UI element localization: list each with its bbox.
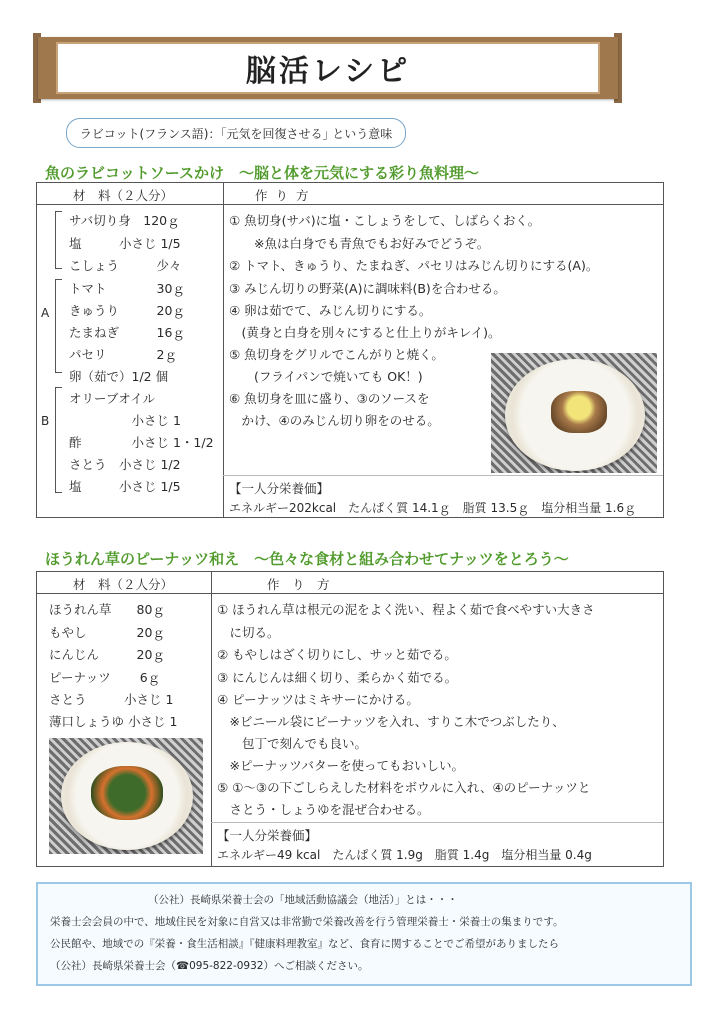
recipe2-step: ※ピーナッツバターを使ってもおいしい。 xyxy=(217,758,464,773)
recipe1-ingredient: こしょう 少々 xyxy=(69,258,182,273)
recipe1-ingredient: 小さじ 1 xyxy=(69,413,181,428)
title-banner xyxy=(38,37,618,99)
recipe1-group-a-label: A xyxy=(41,306,50,320)
recipe1-ingredient: 塩 小さじ 1/5 xyxy=(69,479,181,494)
recipe2-step: に切る。 xyxy=(217,625,280,640)
page-title: 脳活レシピ xyxy=(245,54,411,89)
recipe2-steps-header: 作 り 方 xyxy=(267,577,330,592)
footer-line: 栄養士会会員の中で、地域住民を対象に自営又は非常勤で栄養改善を行う管理栄養士・栄養士の集まりです。 xyxy=(50,916,564,928)
recipe1-step: ※魚は白身でも青魚でもお好みでどうぞ。 xyxy=(229,236,490,251)
recipe1-ingredient: トマト 30ｇ xyxy=(69,281,185,296)
recipe1-step: ③ みじん切りの野菜(A)に調味料(B)を合わせる。 xyxy=(229,281,506,296)
recipe1-step: ① 魚切身(サバ)に塩・こしょうをして、しばらくおく。 xyxy=(229,213,541,228)
recipe2-step: ① ほうれん草は根元の泥をよく洗い、程よく茹で食べやすい大きさ xyxy=(217,602,595,617)
recipe2-ingredient: ピーナッツ 6ｇ xyxy=(49,670,161,685)
recipe1-bracket-a xyxy=(55,279,62,373)
recipe1-step: ④ 卵は茹でて、みじん切りにする。 xyxy=(229,303,432,318)
recipe1-ingredient: 酢 小さじ 1・1/2 xyxy=(69,435,214,450)
definition-note xyxy=(66,118,406,148)
spinach-dish-icon xyxy=(91,766,163,820)
recipe1-photo xyxy=(491,353,657,473)
recipe2-nutrition-divider xyxy=(211,822,663,823)
recipe2-ingredient: にんじん 20ｇ xyxy=(49,647,165,662)
recipe2-step: ③ にんじんは細く切り、柔らかく茹でる。 xyxy=(217,670,458,685)
recipe2-step: ④ ピーナッツはミキサーにかける。 xyxy=(217,692,419,707)
recipe1-nutrition-label: 【一人分栄養価】 xyxy=(229,481,330,496)
recipe2-step: さとう・しょうゆを混ぜ合わせる。 xyxy=(217,802,430,817)
recipe2-step: 包丁で刻んでも良い。 xyxy=(217,736,368,751)
recipe1-ingredient: きゅうり 20ｇ xyxy=(69,303,185,318)
recipe2-step: ※ビニール袋にピーナッツを入れ、すりこ木でつぶしたり、 xyxy=(217,714,565,729)
recipe1-bracket-b xyxy=(55,387,62,493)
recipe1-ingredients-header: 材 料（２人分） xyxy=(73,188,174,203)
recipe2-ingredient: 薄口しょうゆ 小さじ 1 xyxy=(49,714,178,729)
recipe1-box xyxy=(36,182,664,518)
recipe1-nutrition-divider xyxy=(223,475,663,476)
recipe1-group-b-label: B xyxy=(41,414,50,428)
recipe1-steps-header: 作 り 方 xyxy=(255,188,311,203)
footer-info-box xyxy=(36,882,692,986)
recipe2-ingredient: もやし 20ｇ xyxy=(49,625,165,640)
recipe1-column-divider xyxy=(223,183,224,517)
recipe1-ingredient: サバ切り身 120ｇ xyxy=(69,213,180,228)
recipe1-step: ② トマト、きゅうり、たまねぎ、パセリはみじん切りにする(A)。 xyxy=(229,258,599,273)
recipe1-step: (フライパンで焼いても OK！) xyxy=(229,369,423,384)
recipe1-ingredient: 塩 小さじ 1/5 xyxy=(69,236,181,251)
fish-dish-icon xyxy=(551,391,607,433)
recipe2-step: ⑤ ①～③の下ごしらえした材料をボウルに入れ、④のピーナッツと xyxy=(217,780,591,795)
recipe1-title: 魚のラビコットソースかけ ～脳と体を元気にする彩り魚料理～ xyxy=(45,164,479,182)
recipe2-ingredient: ほうれん草 80ｇ xyxy=(49,602,165,617)
footer-line: （公社）長崎県栄養士会の「地域活動協議会（地活）」とは・・・ xyxy=(148,894,458,906)
recipe1-step: ⑤ 魚切身をグリルでこんがりと焼く。 xyxy=(229,347,444,362)
recipe1-bracket-fish xyxy=(55,211,62,269)
recipe1-ingredient: たまねぎ 16ｇ xyxy=(69,325,185,340)
recipe2-box xyxy=(36,571,664,867)
recipe2-step: ② もやしはざく切りにし、サッと茹でる。 xyxy=(217,647,457,662)
footer-line: 公民館や、地域での『栄養・食生活相談』『健康料理教室』など、食育に関することでご希望がありましたら xyxy=(50,938,560,950)
recipe1-ingredient: オリーブオイル xyxy=(69,391,156,406)
recipe1-step: ⑥ 魚切身を皿に盛り、③のソースを xyxy=(229,391,430,406)
recipe2-photo xyxy=(49,738,203,854)
footer-contact-line: （公社）長崎県栄養士会（☎095-822-0932）へご相談ください。 xyxy=(50,960,369,972)
definition-note-text: ラビコット(フランス語)：｢元気を回復させる｣ という意味 xyxy=(79,126,393,141)
recipe2-nutrition: エネルギー49 kcal たんぱく質 1.9g 脂質 1.4g 塩分相当量 0.4g xyxy=(217,848,592,862)
recipe2-title: ほうれん草のピーナッツ和え ～色々な食材と組み合わせてナッツをとろう～ xyxy=(45,550,569,568)
recipe2-ingredient: さとう 小さじ 1 xyxy=(49,692,174,707)
recipe1-step: かけ、④のみじん切り卵をのせる。 xyxy=(229,413,440,428)
recipe1-nutrition: エネルギー202kcal たんぱく質 14.1ｇ 脂質 13.5ｇ 塩分相当量 1.6ｇ xyxy=(229,501,637,515)
recipe1-ingredient: さとう 小さじ 1/2 xyxy=(69,457,181,472)
recipe1-step: (黄身と白身を別々にすると仕上りがキレイ)。 xyxy=(229,325,501,340)
recipe2-ingredients-header: 材 料（２人分） xyxy=(73,577,174,592)
recipe2-nutrition-label: 【一人分栄養価】 xyxy=(217,828,318,843)
recipe1-ingredient: 卵（茹で）1/2 個 xyxy=(69,369,169,384)
recipe1-ingredient: パセリ 2ｇ xyxy=(69,347,177,362)
